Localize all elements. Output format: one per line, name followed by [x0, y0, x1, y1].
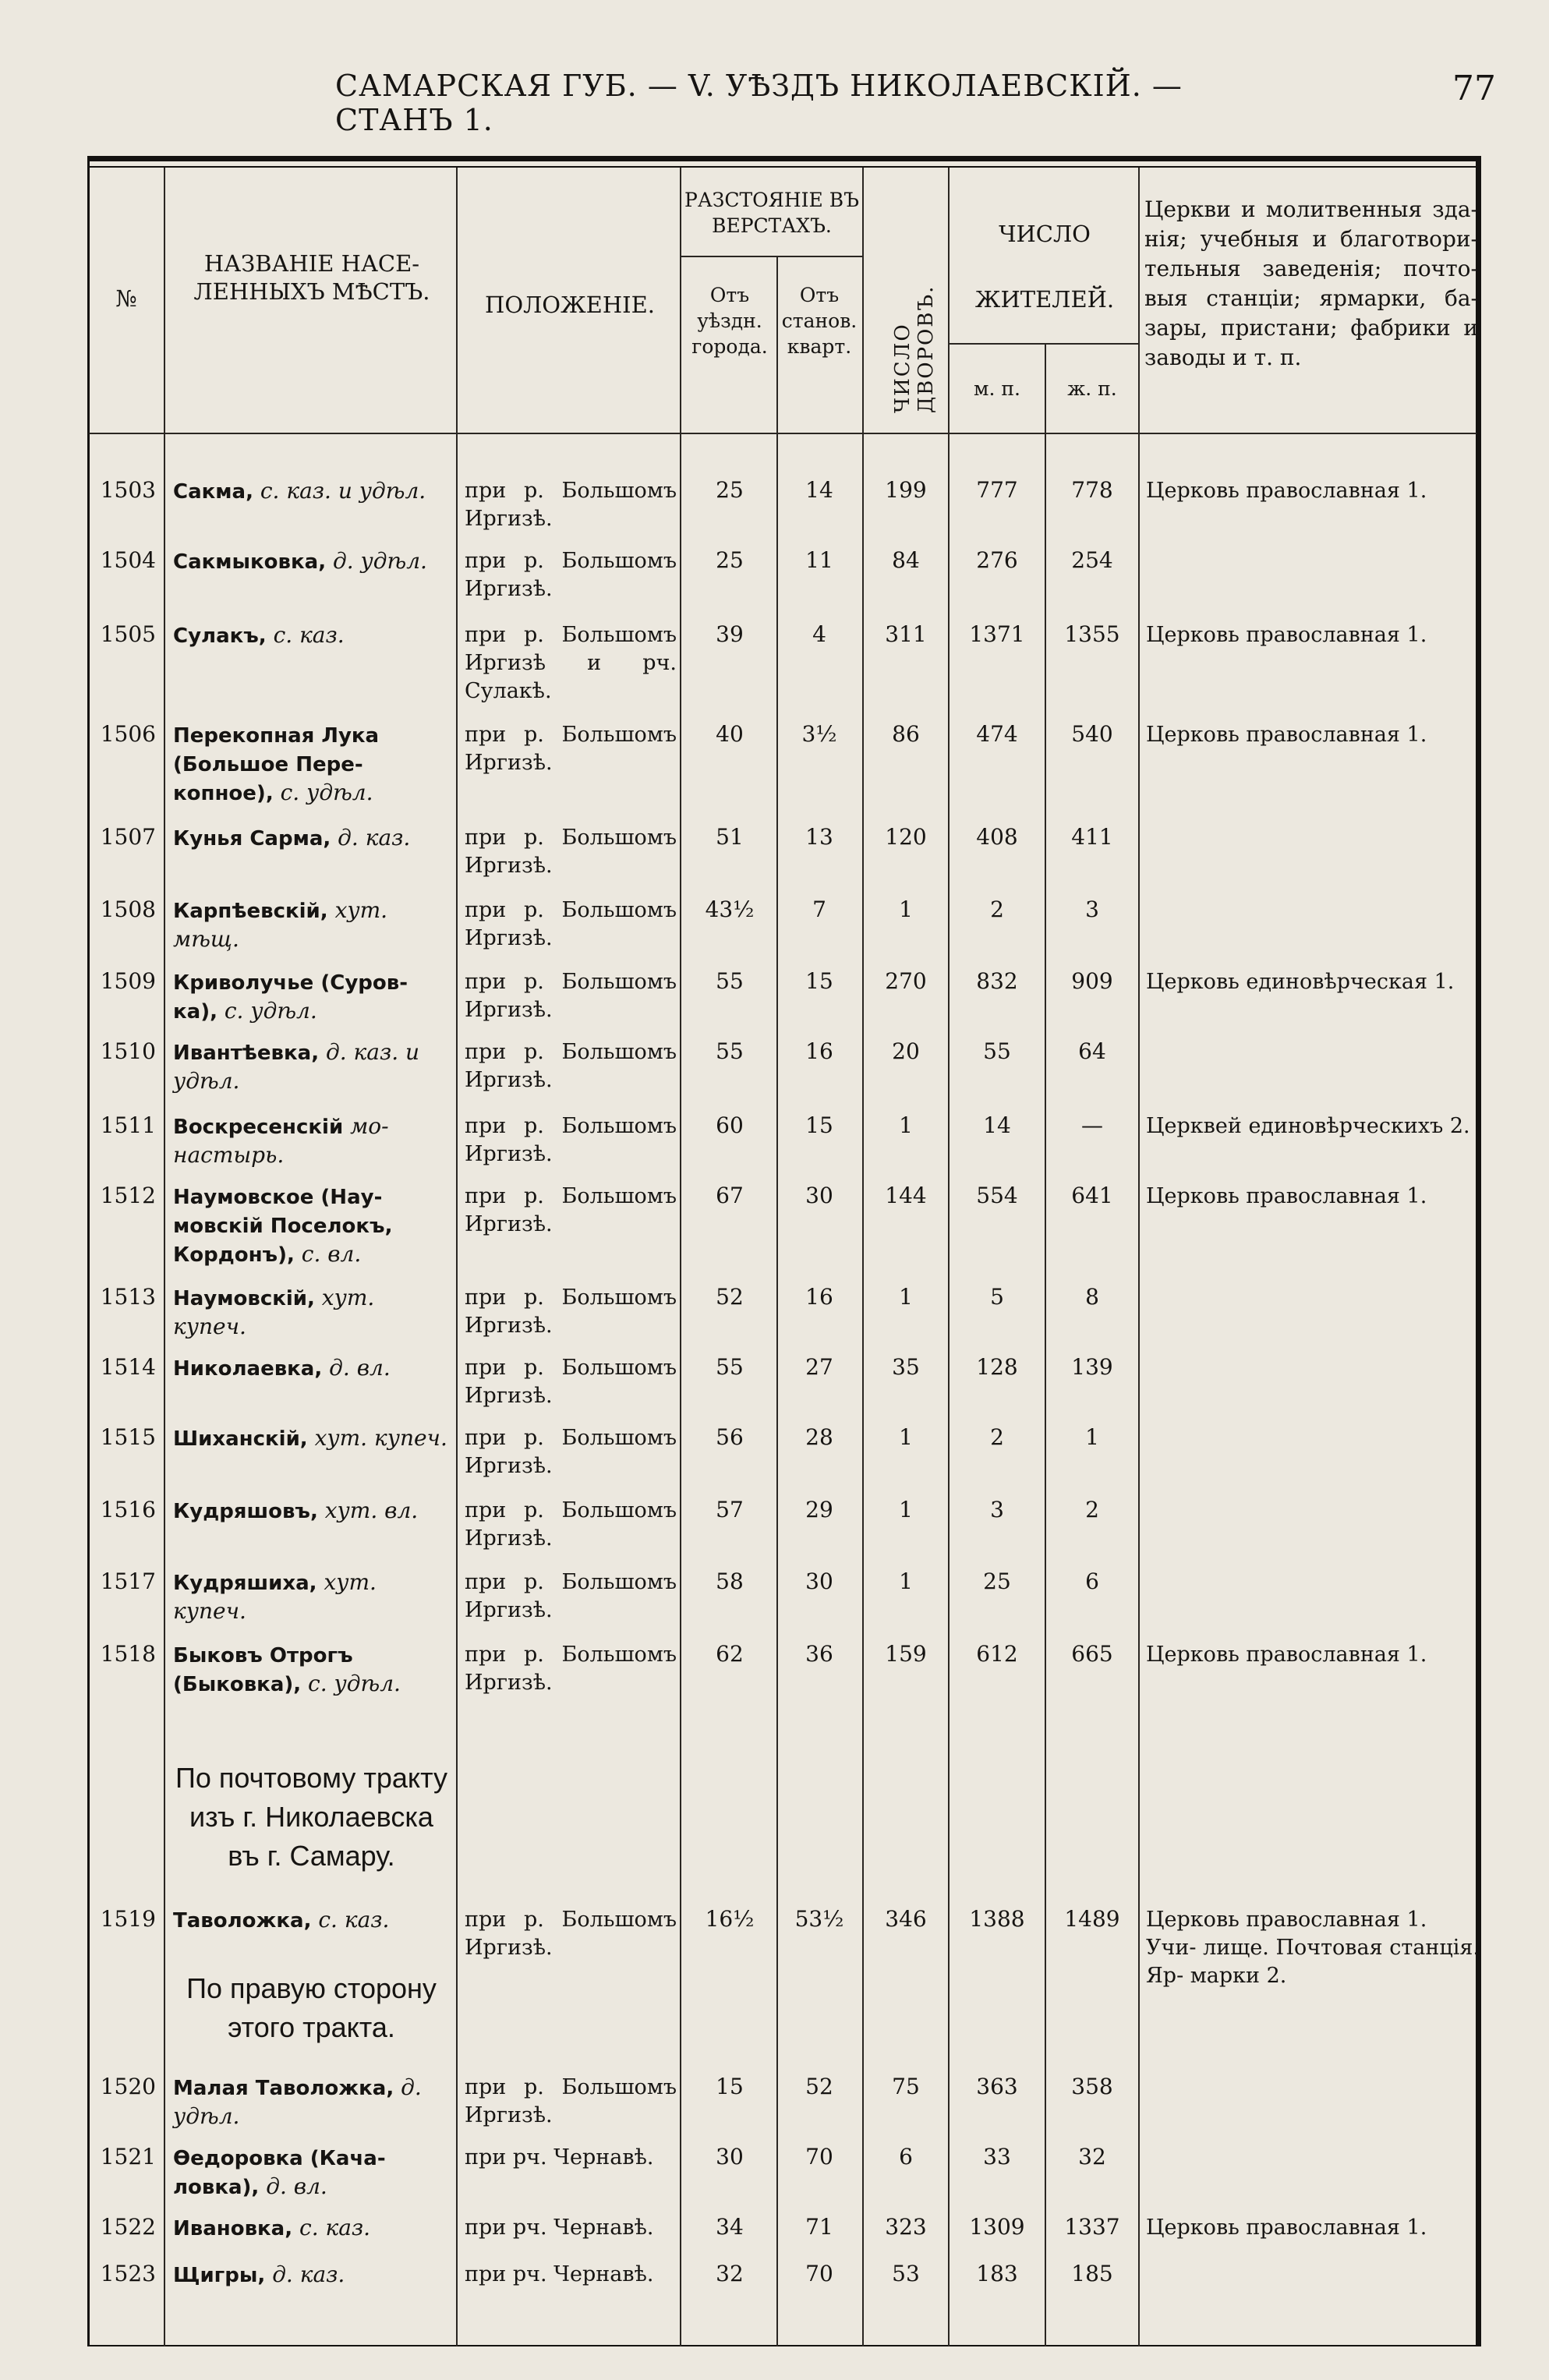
place-title: Таволожка, — [173, 1909, 312, 1933]
place-name — [173, 1284, 450, 1341]
households-value: 6 — [899, 2144, 913, 2170]
place-title: Перекопная Лука (Большое Пере- копное), — [173, 724, 380, 805]
dist-city-value: 32 — [716, 2261, 744, 2286]
row-position: при р. Большомъ Иргизѣ. — [465, 479, 677, 531]
female-value: 411 — [1071, 824, 1113, 850]
households-value: 53 — [892, 2261, 920, 2286]
place-name — [173, 721, 450, 808]
female-value: 3 — [1085, 896, 1099, 922]
dist-city-value: 51 — [716, 824, 744, 850]
female-value: 665 — [1071, 1641, 1113, 1667]
female-value: 6 — [1085, 1568, 1099, 1594]
place-name — [173, 896, 450, 953]
col-header-female: ж. п. — [1067, 377, 1117, 400]
female-value: 2 — [1085, 1497, 1099, 1522]
place-name — [173, 1354, 450, 1383]
male-value: 55 — [983, 1038, 1011, 1064]
dist-stan-value: 16 — [805, 1038, 833, 1064]
dist-stan-value: 29 — [805, 1497, 833, 1522]
row-note: Церковь православная 1. — [1146, 479, 1427, 503]
dist-city-value: 25 — [716, 547, 744, 573]
row-number: 1505 — [100, 621, 156, 647]
place-name — [173, 1112, 450, 1169]
dist-stan-value: 4 — [812, 621, 826, 647]
place-name — [173, 1568, 450, 1625]
row-position: при р. Большомъ Иргизѣ. — [465, 1426, 677, 1478]
place-type: хут. мѣщ. — [173, 897, 388, 952]
row-position: при р. Большомъ Иргизѣ и рч. Сулакѣ. — [465, 623, 677, 703]
female-value: 1355 — [1064, 621, 1120, 647]
households-value: 1 — [899, 1568, 913, 1594]
female-value: 778 — [1071, 477, 1113, 503]
female-value: 641 — [1071, 1183, 1113, 1208]
dist-city-value: 67 — [716, 1183, 744, 1208]
header-rule — [948, 343, 1138, 345]
dist-city-value: 39 — [716, 621, 744, 647]
row-position: при рч. Чернавѣ. — [465, 2145, 654, 2170]
place-type: с. каз. — [299, 2215, 371, 2240]
place-type: д. вл. — [266, 2173, 327, 2199]
row-position: при р. Большомъ Иргизѣ. — [465, 1643, 677, 1695]
place-name — [173, 2074, 450, 2131]
households-value: 84 — [892, 547, 920, 573]
place-type: с. удѣл. — [224, 998, 317, 1024]
row-number: 1510 — [100, 1038, 156, 1064]
place-type: хут. купеч. — [173, 1569, 377, 1624]
place-title: Сакмыковка, — [173, 550, 327, 574]
header-bottom-rule — [89, 433, 1477, 434]
place-title: Шиханскій, — [173, 1427, 308, 1451]
row-number: 1521 — [100, 2144, 156, 2170]
place-type: с. каз. — [273, 622, 345, 648]
households-value: 20 — [892, 1038, 920, 1064]
row-number: 1512 — [100, 1183, 156, 1208]
male-value: 474 — [976, 721, 1018, 747]
row-number: 1504 — [100, 547, 156, 573]
female-value: 540 — [1071, 721, 1113, 747]
female-value: — — [1081, 1112, 1103, 1138]
col-header-position: ПОЛОЖЕНІЕ. — [485, 292, 655, 318]
male-value: 128 — [976, 1354, 1018, 1380]
row-number: 1514 — [100, 1354, 156, 1380]
row-position: при р. Большомъ Иргизѣ. — [465, 1570, 677, 1622]
male-value: 1388 — [969, 1906, 1025, 1932]
place-type: хут. купеч. — [314, 1425, 447, 1451]
col-header-dist-city: Отъ уѣздн. города. — [691, 284, 768, 358]
male-value: 2 — [990, 1424, 1004, 1450]
row-number: 1513 — [100, 1284, 156, 1310]
place-title: Наумовскій, — [173, 1287, 315, 1310]
male-value: 408 — [976, 824, 1018, 850]
row-position: при р. Большомъ Иргизѣ. — [465, 549, 677, 601]
row-number: 1508 — [100, 896, 156, 922]
section-right-side: По правую сторону этого тракта. — [186, 1972, 437, 2043]
place-name — [173, 1906, 450, 1935]
female-value: 909 — [1071, 968, 1113, 994]
households-value: 311 — [885, 621, 927, 647]
row-number: 1509 — [100, 968, 156, 994]
dist-stan-value: 70 — [805, 2261, 833, 2286]
place-title: Ивантѣевка, — [173, 1041, 320, 1065]
households-value: 159 — [885, 1641, 927, 1667]
place-name — [173, 477, 450, 506]
dist-stan-value: 36 — [805, 1641, 833, 1667]
place-title: Ивановка, — [173, 2217, 293, 2240]
dist-stan-value: 3½ — [801, 721, 837, 747]
row-number: 1516 — [100, 1497, 156, 1522]
dist-stan-value: 28 — [805, 1424, 833, 1450]
dist-city-value: 52 — [716, 1284, 744, 1310]
row-number: 1522 — [100, 2214, 156, 2240]
row-position: при р. Большомъ Иргизѣ. — [465, 1285, 677, 1338]
place-title: Кунья Сарма, — [173, 827, 331, 851]
place-type: хут. вл. — [324, 1498, 419, 1523]
dist-city-value: 60 — [716, 1112, 744, 1138]
dist-stan-value: 52 — [805, 2074, 833, 2099]
place-name — [173, 2144, 450, 2201]
row-position: при р. Большомъ Иргизѣ. — [465, 723, 677, 775]
place-type: д. каз. — [338, 825, 411, 851]
row-position: при р. Большомъ Иргизѣ. — [465, 826, 677, 878]
dist-stan-value: 30 — [805, 1568, 833, 1594]
col-header-inhabitants: ЧИСЛО ЖИТЕЛЕЙ. — [974, 221, 1115, 313]
row-number: 1511 — [100, 1112, 156, 1138]
households-value: 1 — [899, 1112, 913, 1138]
households-value: 1 — [899, 1424, 913, 1450]
female-value: 8 — [1085, 1284, 1099, 1310]
place-type: д. вл. — [329, 1355, 391, 1381]
place-type: с. каз. и удѣл. — [260, 478, 426, 504]
female-value: 254 — [1071, 547, 1113, 573]
households-value: 270 — [885, 968, 927, 994]
place-title: Сакма, — [173, 480, 253, 504]
female-value: 185 — [1071, 2261, 1113, 2286]
male-value: 554 — [976, 1183, 1018, 1208]
place-name — [173, 2214, 450, 2243]
dist-stan-value: 15 — [805, 968, 833, 994]
place-title: Кудряшиха, — [173, 1572, 317, 1595]
place-type: с. каз. — [318, 1907, 390, 1933]
place-name — [173, 1038, 450, 1095]
dist-city-value: 55 — [716, 1038, 744, 1064]
dist-city-value: 34 — [716, 2214, 744, 2240]
dist-stan-value: 30 — [805, 1183, 833, 1208]
place-title: Кудряшовъ, — [173, 1500, 318, 1523]
households-value: 35 — [892, 1354, 920, 1380]
households-value: 86 — [892, 721, 920, 747]
row-number: 1507 — [100, 824, 156, 850]
row-note: Церквей единовѣрческихъ 2. — [1146, 1114, 1470, 1138]
households-value: 1 — [899, 1497, 913, 1522]
place-name — [173, 2261, 450, 2290]
section-post-road: По почтовому тракту изъ г. Николаевска въ г. Самару. — [175, 1762, 447, 1872]
households-value: 346 — [885, 1906, 927, 1932]
col-rule — [680, 168, 681, 2346]
row-position: при р. Большомъ Иргизѣ. — [465, 898, 677, 950]
running-head — [0, 69, 1549, 137]
dist-city-value: 56 — [716, 1424, 744, 1450]
female-value: 1 — [1085, 1424, 1099, 1450]
households-value: 144 — [885, 1183, 927, 1208]
page-number: 77 — [1452, 69, 1496, 108]
col-header-notes: Церкви и молитвенныя зда- нія; учебныя и благотвори- тельныя заведенія; почто- выя станціи; ярмарки, ба- зары, пристани; фабрики и заводы и т. п. — [1144, 196, 1478, 370]
households-value: 199 — [885, 477, 927, 503]
place-title: Щигры, — [173, 2264, 266, 2287]
dist-city-value: 43½ — [705, 896, 755, 922]
header-rule — [680, 256, 862, 257]
dist-city-value: 25 — [716, 477, 744, 503]
row-number: 1523 — [100, 2261, 156, 2286]
male-value: 612 — [976, 1641, 1018, 1667]
female-value: 64 — [1078, 1038, 1106, 1064]
row-position: при рч. Чернавѣ. — [465, 2262, 654, 2286]
place-name — [173, 621, 450, 650]
col-header-distance: РАЗСТОЯНІЕ ВЪ ВЕРСТАХЪ. — [684, 189, 859, 237]
row-position: при р. Большомъ Иргизѣ. — [465, 2075, 677, 2127]
row-number: 1515 — [100, 1424, 156, 1450]
row-position: при рч. Чернавѣ. — [465, 2216, 654, 2240]
place-title: Карпѣевскій, — [173, 900, 328, 923]
place-name — [173, 547, 450, 576]
male-value: 276 — [976, 547, 1018, 573]
place-type: д. каз. и удѣл. — [173, 1039, 420, 1094]
place-type: д. удѣл. — [173, 2074, 422, 2129]
row-number: 1506 — [100, 721, 156, 747]
row-note: Церковь православная 1. Учи- лище. Почтовая станція. Яр- марки 2. — [1146, 1908, 1480, 1988]
dist-stan-value: 7 — [812, 896, 826, 922]
place-title: Ѳедоровка (Кача- ловка), — [173, 2147, 386, 2199]
row-position: при р. Большомъ Иргизѣ. — [465, 1184, 677, 1236]
col-header-male: м. п. — [974, 377, 1020, 400]
male-value: 33 — [983, 2144, 1011, 2170]
dist-stan-value: 70 — [805, 2144, 833, 2170]
row-number: 1503 — [100, 477, 156, 503]
dist-city-value: 16½ — [705, 1906, 755, 1932]
female-value: 358 — [1071, 2074, 1113, 2099]
dist-city-value: 57 — [716, 1497, 744, 1522]
row-note: Церковь православная 1. — [1146, 623, 1427, 647]
male-value: 777 — [976, 477, 1018, 503]
top-double-rule — [87, 166, 1476, 168]
col-header-dist-stan: Отъ станов. кварт. — [781, 284, 858, 358]
female-value: 1489 — [1064, 1906, 1120, 1932]
female-value: 1337 — [1064, 2214, 1120, 2240]
dist-stan-value: 53½ — [794, 1906, 844, 1932]
male-value: 1371 — [969, 621, 1025, 647]
dist-city-value: 40 — [716, 721, 744, 747]
row-note: Церковь православная 1. — [1146, 1643, 1427, 1667]
dist-stan-value: 14 — [805, 477, 833, 503]
place-name — [173, 1424, 450, 1453]
male-value: 5 — [990, 1284, 1004, 1310]
male-value: 3 — [990, 1497, 1004, 1522]
col-header-num: № — [115, 285, 137, 312]
place-type: с. вл. — [301, 1241, 362, 1267]
place-name — [173, 1641, 450, 1699]
row-number: 1520 — [100, 2074, 156, 2099]
dist-city-value: 62 — [716, 1641, 744, 1667]
households-value: 75 — [892, 2074, 920, 2099]
place-title: Николаевка, — [173, 1357, 323, 1381]
male-value: 14 — [983, 1112, 1011, 1138]
male-value: 2 — [990, 896, 1004, 922]
row-position: при р. Большомъ Иргизѣ. — [465, 1908, 677, 1960]
row-position: при р. Большомъ Иргизѣ. — [465, 1498, 677, 1551]
row-number: 1518 — [100, 1641, 156, 1667]
col-header-households: ЧИСЛО ДВОРОВЪ. — [891, 285, 938, 413]
male-value: 832 — [976, 968, 1018, 994]
dist-stan-value: 13 — [805, 824, 833, 850]
col-header-name: НАЗВАНІЕ НАСЕ- ЛЕННЫХЪ МѢСТЪ. — [193, 250, 430, 305]
col-rule — [164, 168, 165, 2346]
dist-city-value: 55 — [716, 1354, 744, 1380]
place-title: Криволучье (Суров- ка), — [173, 971, 408, 1024]
row-position: при р. Большомъ Иргизѣ. — [465, 1114, 677, 1166]
place-type: с. удѣл. — [308, 1671, 401, 1696]
households-value: 1 — [899, 1284, 913, 1310]
row-position: при р. Большомъ Иргизѣ. — [465, 1356, 677, 1408]
place-type: мо- настырь. — [173, 1113, 389, 1168]
place-name — [173, 1183, 450, 1269]
male-value: 25 — [983, 1568, 1011, 1594]
male-value: 183 — [976, 2261, 1018, 2286]
dist-stan-value: 16 — [805, 1284, 833, 1310]
dist-stan-value: 11 — [805, 547, 833, 573]
households-value: 323 — [885, 2214, 927, 2240]
place-title: Сулакъ, — [173, 624, 267, 648]
male-value: 363 — [976, 2074, 1018, 2099]
col-rule — [1138, 168, 1140, 2346]
place-name — [173, 1497, 450, 1526]
dist-city-value: 55 — [716, 968, 744, 994]
place-type: д. удѣл. — [332, 548, 427, 574]
dist-city-value: 58 — [716, 1568, 744, 1594]
row-number: 1519 — [100, 1906, 156, 1932]
row-position: при р. Большомъ Иргизѣ. — [465, 970, 677, 1022]
dist-stan-value: 27 — [805, 1354, 833, 1380]
row-number: 1517 — [100, 1568, 156, 1594]
place-type: с. удѣл. — [280, 780, 373, 805]
male-value: 1309 — [969, 2214, 1025, 2240]
row-note: Церковь единовѣрческая 1. — [1146, 970, 1455, 994]
place-title: Воскресенскій — [173, 1116, 344, 1139]
place-type: д. каз. — [272, 2262, 345, 2287]
households-value: 1 — [899, 896, 913, 922]
place-title: Малая Таволожка, — [173, 2077, 394, 2100]
dist-city-value: 15 — [716, 2074, 744, 2099]
row-note: Церковь православная 1. — [1146, 1184, 1427, 1208]
dist-stan-value: 71 — [805, 2214, 833, 2240]
place-type: хут. купеч. — [173, 1285, 375, 1339]
row-note: Церковь православная 1. — [1146, 723, 1427, 747]
running-title: САМАРСКАЯ ГУБ. — V. УѢЗДЪ НИКОЛАЕВСКІЙ. — СТАНЪ 1. — [335, 69, 1183, 137]
place-name — [173, 824, 450, 853]
female-value: 139 — [1071, 1354, 1113, 1380]
place-name — [173, 968, 450, 1026]
place-title: Быковъ Отрогъ (Быковка), — [173, 1644, 353, 1696]
female-value: 32 — [1078, 2144, 1106, 2170]
col-rule — [456, 168, 458, 2346]
dist-stan-value: 15 — [805, 1112, 833, 1138]
place-title: Наумовское (Нау- мовскій Поселокъ, Кордонъ), — [173, 1186, 393, 1267]
dist-city-value: 30 — [716, 2144, 744, 2170]
households-value: 120 — [885, 824, 927, 850]
row-note: Церковь православная 1. — [1146, 2216, 1427, 2240]
row-position: при р. Большомъ Иргизѣ. — [465, 1040, 677, 1092]
